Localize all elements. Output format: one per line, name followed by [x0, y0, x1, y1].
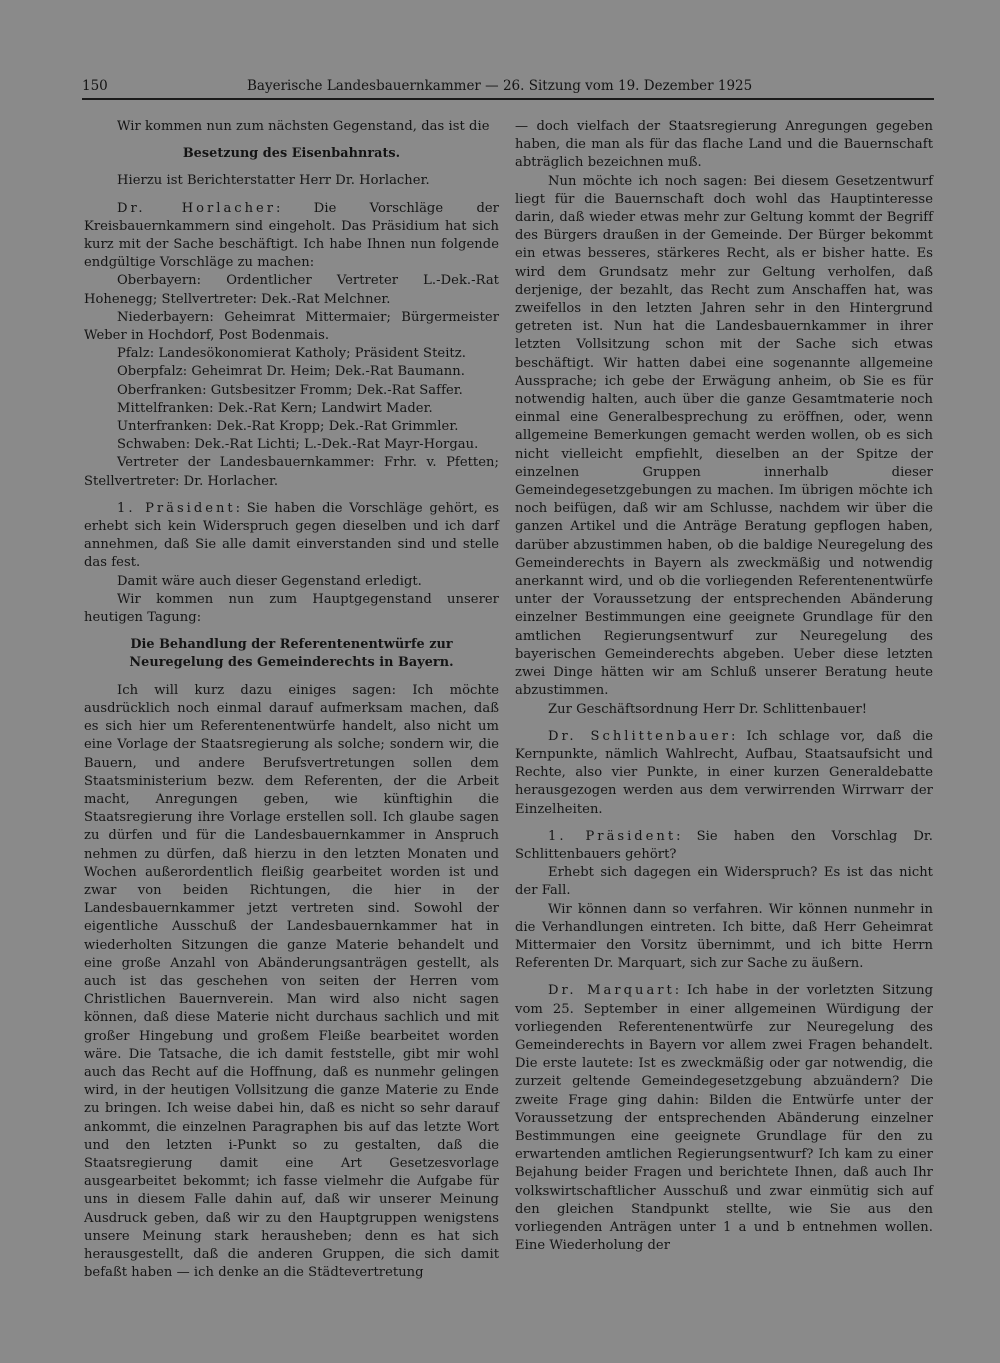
speaker-name: 1. Präsident	[117, 500, 236, 516]
paragraph	[84, 500, 499, 573]
paragraph: Mittelfranken: Dek.-Rat Kern; Landwirt Mader.	[117, 400, 433, 416]
section-heading: Besetzung des Eisenbahnrats.	[182, 146, 401, 162]
paragraph: Damit wäre auch dieser Gegenstand erledigt.	[117, 573, 422, 589]
paragraph: Nun möchte ich noch sagen: Bei diesem Gesetzentwurf liegt für die Bauernschaft doch wohl das Hauptinteresse darin, daß wieder etwas mehr zur Geltung kommt der Begriff des Bürgers draußen in der Gemeinde. Der Bürger bekommt ein etwas besseres, stärkeres Recht, als er bisher hatte. Es wird dem Grundsatz mehr zur Geltung verholfen, daß derjenige, der bezahlt, das Recht zum Anschaffen hat, was zweifellos in den letzten Jahren sehr in den Hintergrund getreten ist. Nun hat die Landesbauernkammer in ihrer letzten Vollsitzung schon mit der Sache sich etwas beschäftigt. Wir hatten dabei eine sogenannte allgemeine Aussprache; ich gebe der Erwägung anheim, ob Sie es für notwendig halten, auch über die ganze Gesamtmaterie noch einmal eine Generalbesprechung zu eröffnen, oder, wenn allgemeine Bemerkungen gemacht werden wollen, ob es sich nicht vielleicht empfiehlt, dieselben an der Spitze der einzelnen Gruppen innerhalb dieser Gemeindegesetzgebungen zu machen. Im übrigen möchte ich noch beifügen, daß wir am Schlusse, nachdem wir über die ganzen Artikel und die Anträge Beratung gepflogen haben, darüber abzustimmen haben, ob die baldige Neuregelung des Gemeinderechts in Bayern als zweckmäßig und notwendig anerkannt wird, und ob die vorliegenden Referentenentwürfe unter der Voraussetzung der entsprechenden Abänderung einzelner Bestimmungen eine geeignete Grundlage für den amtlichen Regierungsentwurf zur Neuregelung des bayerischen Gemeinderechts abgeben. Ueber diese letzten zwei Dinge hätten wir am Schluß unserer Beratung heute abzustimmen.	[515, 173, 933, 699]
speech-text: : Ich habe in der vorletzten Sitzung vom 25. September in einer allgemeinen Würdigung der vorliegenden Referentenentwürfe zur Neuregelung des Gemeinderechts in Bayern vor allem zwei Fragen behandelt. Die erste lautete: Ist es zweckmäßig oder gar notwendig, die zurzeit geltende Gemeindegesetzgebung abzuändern? Die zweite Frage ging dahin: Bilden die Entwürfe unter der Voraussetzung der entsprechenden Abänderung einzelner Bestimmungen eine geeignete Grundlage für den zu erwartenden amtlichen Regierungsentwurf? Ich kam zu einer Bejahung beider Fragen und berichtete Ihnen, daß auch Ihr volkswirtschaftlicher Ausschuß und zwar einmütig sich auf den gleichen Standpunkt stellte, wie Sie aus den vorliegenden Anträgen unter 1 a und b entnehmen wollen. Eine Wiederholung der	[515, 983, 933, 1254]
paragraph: Wir kommen nun zum nächsten Gegenstand, das ist die	[117, 119, 490, 134]
speaker-name: 1. Präsident	[548, 828, 677, 844]
speech-text: : Ich schlage vor, daß die Kernpunkte, nämlich Wahlrecht, Aufbau, Staatsaufsicht und Rechte, also vier Punkte, in einer kurzen Generaldebatte herausgezogen werden aus dem verwirrenden Wirrwarr der Einzelheiten.	[515, 728, 933, 817]
speech-text: : Sie haben die Vorschläge gehört, es erhebt sich kein Widerspruch gegen dieselben und ich darf annehmen, daß Sie alle damit einverstanden sind und stelle das fest.	[84, 500, 499, 571]
paragraph	[515, 728, 933, 819]
speaker-name: Dr. Horlacher	[117, 200, 277, 216]
paragraph: — doch vielfach der Staatsregierung Anregungen gegeben haben, die man als für das flache Land und die Bauernschaft abträglich bezeichnen muß.	[515, 119, 933, 171]
running-title: Bayerische Landesbauernkammer — 26. Sitzung vom 19. Dezember 1925	[247, 78, 753, 94]
paragraph: Wir können dann so verfahren. Wir können nunmehr in die Verhandlungen eintreten. Ich bitte, daß Herr Geheimrat Mittermaier den Vorsitz übernimmt, und ich bitte Herrn Referenten Dr. Marquart, sich zur Sache zu äußern.	[515, 901, 933, 972]
speech-text: : Die Vorschläge der Kreisbauernkammern sind eingeholt. Das Präsidium hat sich kurz mit der Sache beschäftigt. Ich habe Ihnen nun folgende endgültige Vorschläge zu machen:	[84, 200, 499, 271]
paragraph	[515, 982, 933, 1255]
page-header	[82, 76, 934, 100]
paragraph: Oberpfalz: Geheimrat Dr. Heim; Dek.-Rat Baumann.	[117, 364, 465, 380]
paragraph: Wir kommen nun zum Hauptgegenstand unserer heutigen Tagung:	[84, 591, 499, 626]
paragraph: Erhebt sich dagegen ein Widerspruch? Es ist das nicht der Fall.	[515, 865, 933, 899]
paragraph: Pfalz: Landesökonomierat Katholy; Präsident Steitz.	[117, 346, 466, 362]
speaker-name: Dr. Marquart	[548, 983, 675, 999]
paragraph: Schwaben: Dek.-Rat Lichti; L.-Dek.-Rat Mayr-Horgau.	[117, 437, 479, 453]
paragraph: Oberfranken: Gutsbesitzer Fromm; Dek.-Rat Saffer.	[117, 382, 463, 398]
left-column	[84, 118, 499, 1282]
speech-text: : Sie haben den Vorschlag Dr. Schlittenbauers gehört?	[515, 828, 933, 862]
paragraph: Unterfranken: Dek.-Rat Kropp; Dek.-Rat Grimmler.	[117, 419, 459, 435]
paragraph	[84, 200, 499, 273]
paragraph: Hierzu ist Berichterstatter Herr Dr. Horlacher.	[117, 173, 430, 189]
speaker-name: Dr. Schlittenbauer	[548, 728, 731, 744]
paragraph: Ich will kurz dazu einiges sagen: Ich möchte ausdrücklich noch einmal darauf aufmerksam machen, daß es sich hier um Referentenentwürfe handelt, also nicht um eine Vorlage der Staatsregierung als solche; sondern wir, die Bauern, und andere Berufsvertretungen sollen dem Staatsministerium bezw. dem Referenten, der die Arbeit macht, Anregungen geben, wie künftighin die Staatsregierung ihre Vorlage erstellen soll. Ich glaube sagen zu dürfen und für die Landesbauernkammer in Anspruch nehmen zu dürfen, daß hierzu in den letzten Monaten und Wochen außerordentlich fleißig gearbeitet worden ist und zwar von beiden Richtungen, die hier in der Landesbauernkammer jetzt vertreten sind. Sowohl der eigentliche Ausschuß der Landesbauernkammer hat in wiederholten Sitzungen die ganze Materie behandelt und eine große Anzahl von Abänderungsanträgen gestellt, als auch ist das geschehen von seiten der Herren vom Christlichen Bauernverein. Man wird also nicht sagen können, daß diese Materie nicht durchaus sachlich und mit großer Hingebung und großem Fleiße bearbeitet worden wäre. Die Tatsache, die ich damit feststelle, gibt mir wohl auch das Recht auf die Hoffnung, daß es nunmehr gelingen wird, in der heutigen Vollsitzung die ganze Materie zu Ende zu bringen. Ich weise dabei hin, daß es nicht so sehr darauf ankommt, die einzelnen Paragraphen bis auf das letzte Wort und den letzten i-Punkt so zu gestalten, daß die Staatsregierung damit eine Art Gesetzesvorlage ausgearbeitet bekommt; ich fasse vielmehr die Aufgabe für uns in diesem Falle dahin auf, daß wir unserer Meinung Ausdruck geben, daß wir zu den Hauptgruppen wenigstens unsere Meinung stark herausheben; denn es hat sich herausgestellt, daß die anderen Gruppen, die sich damit befaßt haben — ich denke an die Städtevertretung	[84, 682, 499, 1281]
paragraph: Oberbayern: Ordentlicher Vertreter L.-Dek.-Rat Hohenegg; Stellvertreter: Dek.-Rat Melchner.	[84, 273, 499, 307]
paragraph: Niederbayern: Geheimrat Mittermaier; Bürgermeister Weber in Hochdorf, Post Bodenmais.	[84, 309, 499, 344]
paragraph: Zur Geschäftsordnung Herr Dr. Schlittenbauer!	[548, 701, 868, 717]
paragraph	[515, 828, 933, 864]
paragraph: Vertreter der Landesbauernkammer: Frhr. v. Pfetten; Stellvertreter: Dr. Horlacher.	[84, 455, 499, 489]
page-number: 150	[82, 78, 108, 94]
section-heading: Die Behandlung der Referentenentwürfe zur Neuregelung des Gemeinderechts in Bayern.	[129, 637, 454, 671]
right-column	[515, 118, 933, 1255]
